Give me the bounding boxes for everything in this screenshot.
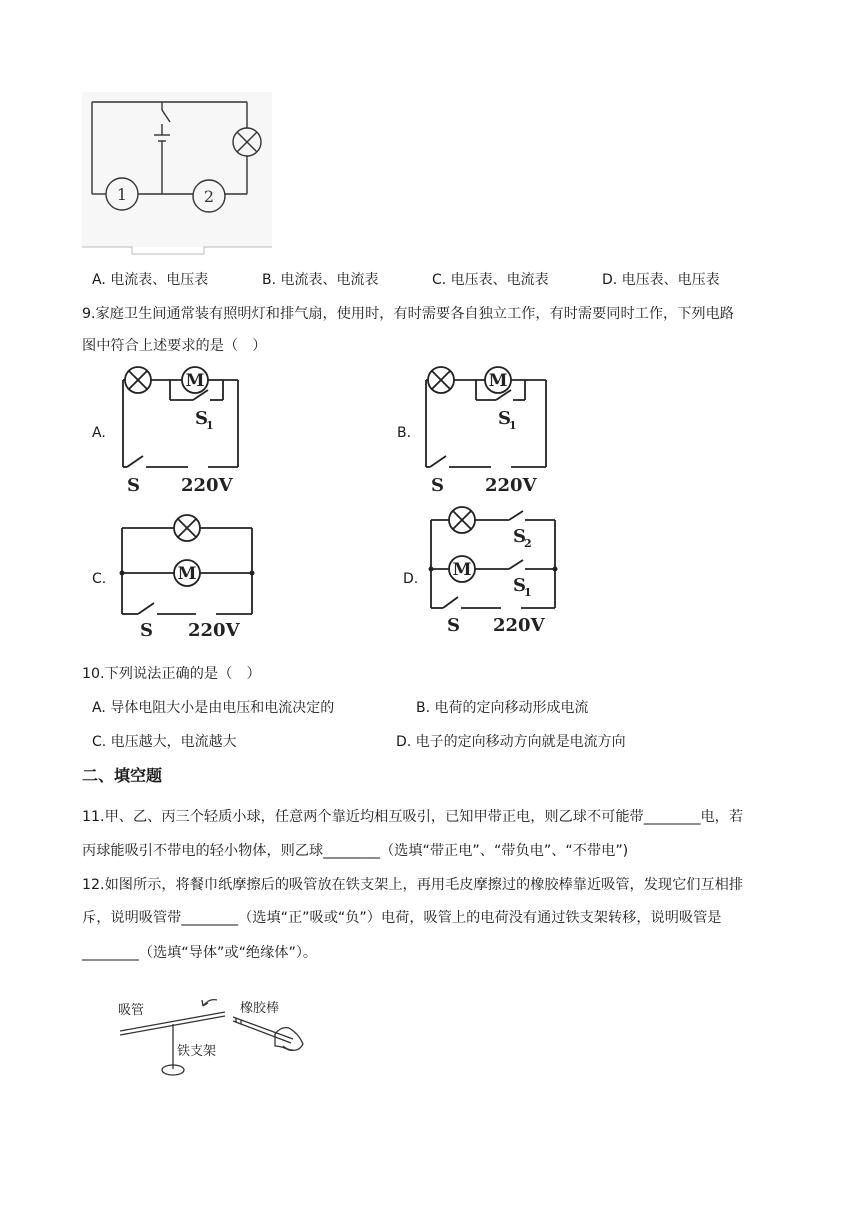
q10-option-c[interactable]: C. 电压越大，电流越大 bbox=[92, 734, 237, 750]
motor-label: M bbox=[177, 564, 197, 584]
q12-straw-figure bbox=[115, 984, 315, 1080]
q8-option-a[interactable]: A. 电流表、电压表 bbox=[92, 272, 209, 288]
switch-s-label: S bbox=[431, 475, 444, 496]
stand-label: 铁支架 bbox=[177, 1044, 217, 1059]
q10-option-b[interactable]: B. 电荷的定向移动形成电流 bbox=[416, 700, 589, 716]
figure-background bbox=[82, 92, 272, 247]
q9-option-c[interactable]: C. bbox=[92, 571, 107, 587]
q10-stem: 10.下列说法正确的是（ ） bbox=[82, 666, 261, 682]
q9-circuit-d bbox=[425, 505, 565, 655]
motor-label: M bbox=[185, 371, 205, 391]
q9-option-d[interactable]: D. bbox=[403, 571, 419, 587]
motor-label: M bbox=[488, 371, 508, 391]
switch-s2-subscript: 2 bbox=[524, 537, 532, 550]
switch-s1-label: S bbox=[513, 575, 526, 596]
q9-circuit-c bbox=[112, 512, 260, 642]
voltage-label: 220V bbox=[188, 620, 240, 641]
meter-2-label: 2 bbox=[203, 187, 215, 206]
q10-option-d[interactable]: D. 电子的定向移动方向就是电流方向 bbox=[396, 734, 626, 750]
switch-s-label: S bbox=[447, 615, 460, 636]
voltage-label: 220V bbox=[181, 475, 233, 496]
q12-line1: 12.如图所示，将餐巾纸摩擦后的吸管放在铁支架上，再用毛皮摩擦过的橡胶棒靠近吸管，发现它们互相排 bbox=[82, 877, 744, 893]
switch-s-label: S bbox=[127, 475, 140, 496]
q8-circuit-figure bbox=[82, 92, 278, 252]
q9-circuit-b bbox=[413, 365, 553, 497]
q9-option-a[interactable]: A. bbox=[92, 425, 106, 441]
switch-s2-label: S bbox=[513, 526, 526, 547]
q9-stem-line2: 图中符合上述要求的是（ ） bbox=[82, 338, 267, 354]
switch-s1-label: S bbox=[498, 408, 511, 429]
voltage-label: 220V bbox=[493, 615, 545, 636]
q8-option-b[interactable]: B. 电流表、电流表 bbox=[262, 272, 379, 288]
rod-label: 橡胶棒 bbox=[240, 1001, 280, 1016]
q9-circuit-a bbox=[110, 365, 245, 497]
switch-s1-subscript: 1 bbox=[206, 419, 214, 432]
switch-s1-label: S bbox=[195, 408, 208, 429]
q10-option-a[interactable]: A. 导体电阻大小是由电压和电流决定的 bbox=[92, 700, 335, 716]
q8-option-d[interactable]: D. 电压表、电压表 bbox=[602, 272, 720, 288]
switch-s-label: S bbox=[140, 620, 153, 641]
q12-line2: 斥，说明吸管带________（选填“正”吸或“负”）电荷，吸管上的电荷没有通过铁支架转移，说明吸管是 bbox=[82, 910, 722, 926]
meter-1-label: 1 bbox=[116, 185, 128, 204]
q8-option-c[interactable]: C. 电压表、电流表 bbox=[432, 272, 549, 288]
switch-s1-subscript: 1 bbox=[509, 419, 517, 432]
q9-stem-line1: 9.家庭卫生间通常装有照明灯和排气扇，使用时，有时需要各自独立工作，有时需要同时工作，下列电路 bbox=[82, 306, 734, 322]
q11-line1: 11.甲、乙、丙三个轻质小球，任意两个靠近均相互吸引，已知甲带正电，则乙球不可能带________电，若 bbox=[82, 809, 744, 825]
q12-line3: ________（选填“导体”或“绝缘体”）。 bbox=[82, 945, 318, 961]
section-heading: 二、填空题 bbox=[82, 766, 163, 785]
straw-label: 吸管 bbox=[118, 1003, 145, 1018]
q9-option-b[interactable]: B. bbox=[397, 425, 412, 441]
switch-s1-subscript: 1 bbox=[524, 586, 532, 599]
voltage-label: 220V bbox=[485, 475, 537, 496]
q11-line2: 丙球能吸引不带电的轻小物体，则乙球________（选填“带正电”、“带负电”、“不带电”) bbox=[82, 843, 629, 859]
motor-label: M bbox=[452, 560, 472, 580]
